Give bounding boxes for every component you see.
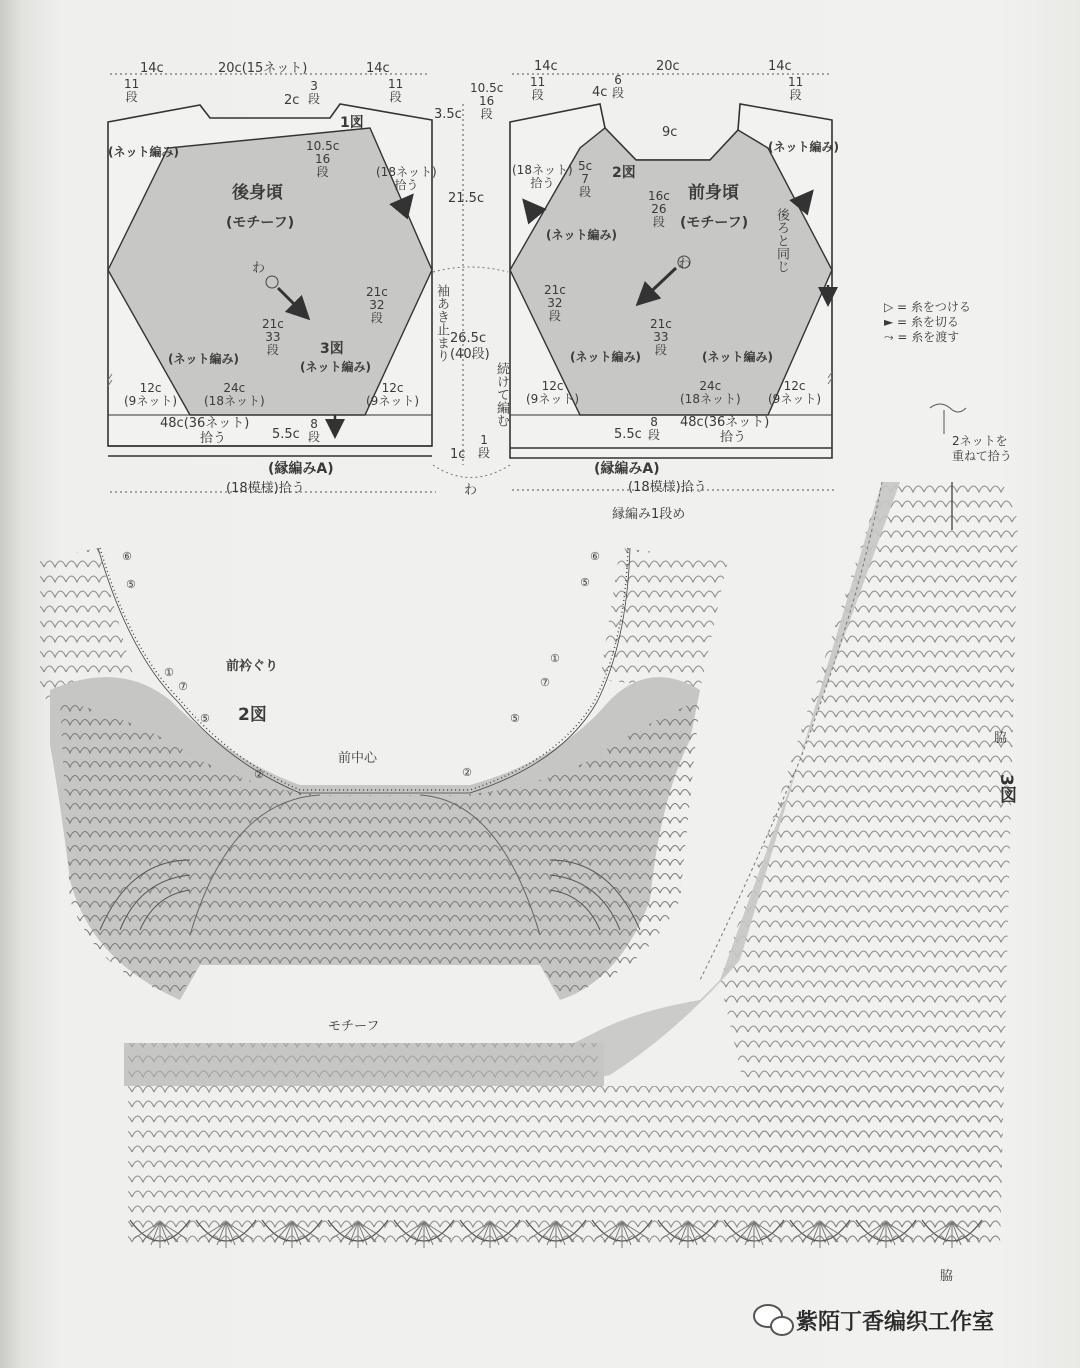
front-neck-depth: 9c xyxy=(662,125,678,140)
front-shoulder-left xyxy=(470,82,503,121)
rows-unit: 段 xyxy=(648,428,661,442)
rows-unit: 段 xyxy=(548,309,561,323)
middle-hem: 1c xyxy=(450,447,466,462)
rows-num: 11 xyxy=(388,77,404,91)
rows-num: 33 xyxy=(653,330,669,344)
dim: 10.5c xyxy=(470,81,504,95)
back-top-mid-width: 20c(15ネット) xyxy=(218,61,308,76)
front-shoulder-rows-right xyxy=(788,76,803,102)
middle-side: 26.5c xyxy=(450,331,487,346)
middle-armhole: 21.5c xyxy=(448,191,485,206)
row-marker: ⑤ xyxy=(200,712,210,725)
back-hex-right-lower xyxy=(366,286,388,325)
back-bottom-total: 48c(36ネット) xyxy=(160,416,250,431)
front-border-rows xyxy=(648,416,660,442)
row-marker: ⑤ xyxy=(580,576,590,589)
back-neck-depth: 2c xyxy=(284,93,300,108)
rows-unit: 段 xyxy=(789,88,802,102)
front-border-pattern: (18模様)拾う xyxy=(628,480,707,495)
front-border-name: (縁編みA) xyxy=(594,461,660,477)
row-marker: ⑦ xyxy=(178,680,188,693)
pick-text: 拾う xyxy=(394,178,419,192)
rows-unit: 段 xyxy=(531,88,544,102)
front-pick-18 xyxy=(512,164,573,190)
rows-num: 32 xyxy=(547,296,563,310)
legend-carry: ⤳ = 糸を渡す xyxy=(884,330,960,344)
net-count: (18ネット) xyxy=(680,392,741,406)
dim: 21c xyxy=(650,317,672,331)
row-marker: ⑥ xyxy=(122,550,132,563)
back-wa: わ xyxy=(252,261,266,276)
front-shoulder-rows-left xyxy=(530,76,545,102)
legend-symbols xyxy=(930,404,966,434)
back-pick-18 xyxy=(376,166,437,192)
back-shoulder-rows-left xyxy=(124,78,139,104)
back-net-fig3: (ネット編み) xyxy=(300,360,371,374)
back-border-pattern: (18模様)拾う xyxy=(226,481,305,496)
front-fig2-label: 2図 xyxy=(612,165,636,181)
front-border-height: 5.5c xyxy=(614,427,642,442)
legend-cut: ► = 糸を切る xyxy=(884,315,959,329)
front-neck-step: 4c xyxy=(592,85,608,100)
front-body-title: 前身頃 xyxy=(688,183,739,203)
fig3-side-bottom: 脇 xyxy=(940,1269,954,1284)
rows-unit: 段 xyxy=(370,311,383,325)
back-fig1-label: 1図 xyxy=(340,115,364,131)
middle-side-rows: (40段) xyxy=(450,347,490,362)
back-hex-right-upper xyxy=(306,140,339,179)
rows-unit: 段 xyxy=(480,107,493,121)
middle-offset-top: 3.5c xyxy=(434,107,462,122)
row-marker: ② xyxy=(254,768,264,781)
dim: 12c xyxy=(783,379,806,393)
legend-attach: ▷ = 糸をつける xyxy=(884,300,971,314)
fig2-border-row1: 縁編み1段め xyxy=(612,507,686,522)
rows-unit: 段 xyxy=(125,90,138,104)
rows-num: 6 xyxy=(614,73,622,87)
net-count: (9ネット) xyxy=(124,394,177,408)
back-bottom-right xyxy=(366,382,419,408)
dim: 21c xyxy=(366,285,388,299)
middle-wa: わ xyxy=(464,483,478,498)
rows-num: 11 xyxy=(530,75,546,89)
front-top-left-width: 14c xyxy=(534,59,558,74)
rows-num: 7 xyxy=(581,172,589,186)
row-marker: ② xyxy=(462,766,472,779)
rows-unit: 段 xyxy=(316,165,329,179)
row-marker: ⑦ xyxy=(540,676,550,689)
back-bottom-left xyxy=(124,382,177,408)
middle-armhole-stop: 袖あき止まり xyxy=(434,284,449,362)
net-count: (9ネット) xyxy=(366,394,419,408)
back-body-subtitle: (モチーフ) xyxy=(226,215,295,231)
row-marker: ⑤ xyxy=(510,712,520,725)
dim: 12c xyxy=(139,381,162,395)
back-fig3-label: 3図 xyxy=(320,341,344,357)
middle-hem-rows xyxy=(478,434,490,460)
rows-num: 11 xyxy=(788,75,804,89)
rows-num: 1 xyxy=(480,433,488,447)
back-top-right-width: 14c xyxy=(366,61,390,76)
rows-unit: 段 xyxy=(389,90,402,104)
rows-unit: 段 xyxy=(266,343,279,357)
rows-unit: 段 xyxy=(478,446,491,460)
front-net-bottom-right: (ネット編み) xyxy=(702,350,773,364)
front-bottom-mid xyxy=(680,380,741,406)
dim: 21c xyxy=(262,317,284,331)
front-same-as-back: 後ろと同じ xyxy=(774,208,789,273)
back-shoulder-rows-right xyxy=(388,78,403,104)
dim: 5c xyxy=(578,159,593,173)
fig2-neckline: 前衿ぐり xyxy=(226,659,279,674)
net-count: (18ネット) xyxy=(376,165,437,179)
dim: 24c xyxy=(699,379,722,393)
rows-num: 11 xyxy=(124,77,140,91)
front-body-subtitle: (モチーフ) xyxy=(680,215,749,231)
two-net-line1: 2ネットを xyxy=(952,434,1008,448)
front-bottom-total: 48c(36ネット) xyxy=(680,415,770,430)
fig3-side-label: 脇 xyxy=(994,731,1008,746)
rows-unit: 段 xyxy=(612,86,625,100)
rows-num: 32 xyxy=(369,298,385,312)
front-hex-left-lower xyxy=(544,284,566,323)
front-wa: わ xyxy=(678,257,692,272)
front-net-bottom-mid: (ネット編み) xyxy=(570,350,641,364)
front-center-rows xyxy=(648,190,670,229)
rows-unit: 段 xyxy=(652,215,665,229)
front-hex-right-lower xyxy=(650,318,672,357)
pick-text: 拾う xyxy=(530,176,555,190)
front-bottom-left xyxy=(526,380,579,406)
rows-num: 8 xyxy=(310,417,318,431)
row-marker: ① xyxy=(164,666,174,679)
rows-num: 3 xyxy=(310,79,318,93)
wechat-icon xyxy=(754,1305,793,1335)
fig2-motif: モチーフ xyxy=(328,1019,380,1034)
legend-two-net xyxy=(952,434,1012,464)
rows-num: 8 xyxy=(650,415,658,429)
fig2-label: 2図 xyxy=(238,705,267,725)
dim: 21c xyxy=(544,283,566,297)
rows-num: 16 xyxy=(479,94,495,108)
rows-num: 16 xyxy=(315,152,331,166)
watermark-text: 紫陌丁香编织工作室 xyxy=(796,1310,995,1335)
net-count: (18ネット) xyxy=(512,163,573,177)
front-neck-rows xyxy=(612,74,624,100)
back-top-left-width: 14c xyxy=(140,61,164,76)
rows-unit: 段 xyxy=(654,343,667,357)
rows-unit: 段 xyxy=(308,430,321,444)
dim: 12c xyxy=(541,379,564,393)
back-hex-left-lower xyxy=(262,318,284,357)
back-border-name: (縁編みA) xyxy=(268,461,334,477)
net-count: (9ネット) xyxy=(526,392,579,406)
dim: 24c xyxy=(223,381,246,395)
front-top-mid-width: 20c xyxy=(656,59,680,74)
front-top-right-width: 14c xyxy=(768,59,792,74)
back-pick: 拾う xyxy=(200,431,227,446)
net-count: (9ネット) xyxy=(768,392,821,406)
dim: 10.5c xyxy=(306,139,340,153)
back-body-title: 後身頃 xyxy=(232,183,283,203)
fig2-chart xyxy=(40,548,728,1000)
row-marker: ⑥ xyxy=(590,550,600,563)
front-pick: 拾う xyxy=(720,430,747,445)
row-marker: ⑤ xyxy=(126,578,136,591)
dim: 12c xyxy=(381,381,404,395)
front-net-right: (ネット編み) xyxy=(768,140,839,154)
rows-unit: 段 xyxy=(308,92,321,106)
stitch-legend xyxy=(884,300,971,345)
front-neck-inner xyxy=(578,160,592,199)
back-neck-rows xyxy=(308,80,320,106)
front-net-left: (ネット編み) xyxy=(546,228,617,242)
front-bottom-right xyxy=(768,380,821,406)
back-bottom-mid xyxy=(204,382,265,408)
two-net-line2: 重ねて拾う xyxy=(952,449,1012,463)
back-net-left: (ネット編み) xyxy=(108,145,179,159)
back-border-rows xyxy=(308,418,320,444)
middle-continue: 続けて編む xyxy=(494,362,509,427)
row-marker: ① xyxy=(550,652,560,665)
fig2-center: 前中心 xyxy=(338,751,378,766)
net-count: (18ネット) xyxy=(204,394,265,408)
rows-unit: 段 xyxy=(579,185,592,199)
dim: 16c xyxy=(648,189,670,203)
rows-num: 26 xyxy=(651,202,667,216)
back-border-height: 5.5c xyxy=(272,427,300,442)
back-net-bottom-left: (ネット編み) xyxy=(168,352,239,366)
fig3-label: 3図 xyxy=(996,774,1016,803)
rows-num: 33 xyxy=(265,330,281,344)
